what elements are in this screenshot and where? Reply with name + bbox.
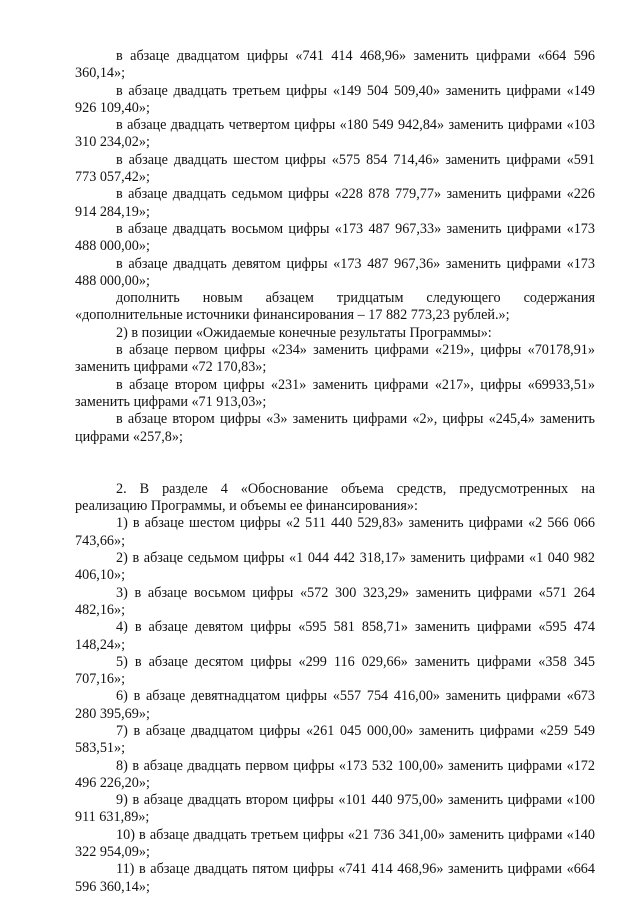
paragraph: 5) в абзаце десятом цифры «299 116 029,66» заменить цифрами «358 345 707,16»; <box>75 653 595 688</box>
paragraph: 2) в позиции «Ожидаемые конечные результаты Программы»: <box>116 324 492 341</box>
paragraph: 7) в абзаце двадцатом цифры «261 045 000,00» заменить цифрами «259 549 583,51»; <box>75 722 595 757</box>
paragraph: 2) в абзаце седьмом цифры «1 044 442 318,17» заменить цифрами «1 040 982 406,10»; <box>75 550 595 584</box>
paragraph: в абзаце двадцать четвертом цифры «180 549 942,84» заменить цифрами «103 310 234,02»; <box>75 117 595 151</box>
paragraph: 4) в абзаце девятом цифры «595 581 858,71» заменить цифрами «595 474 148,24»; <box>75 619 595 653</box>
paragraph: в абзаце двадцать третьем цифры «149 504 509,40» заменить цифрами «149 926 109,40»; <box>75 82 595 116</box>
section-heading: 2. В разделе 4 «Обоснование объема средств, предусмотренных на реализацию Программы, и объемы ее финансирования»: <box>75 480 595 515</box>
document-page <box>75 48 595 896</box>
section-gap <box>75 446 595 481</box>
paragraph: 6) в абзаце девятнадцатом цифры «557 754 416,00» заменить цифрами «673 280 395,69»; <box>75 688 595 722</box>
paragraph: в абзаце первом цифры «234» заменить цифрами «219», цифры «70178,91» заменить цифрами «72 170,83»; <box>75 342 595 376</box>
paragraph: в абзаце двадцать седьмом цифры «228 878 779,77» заменить цифрами «226 914 284,19»; <box>75 186 595 220</box>
paragraph: 10) в абзаце двадцать третьем цифры «21 736 341,00» заменить цифрами «140 322 954,09»; <box>75 826 595 861</box>
amendments-list-1 <box>75 48 595 446</box>
paragraph: 9) в абзаце двадцать втором цифры «101 440 975,00» заменить цифрами «100 911 631,89»; <box>75 792 595 826</box>
paragraph: 1) в абзаце шестом цифры «2 511 440 529,83» заменить цифрами «2 566 066 743,66»; <box>75 515 595 549</box>
paragraph: 3) в абзаце восьмом цифры «572 300 323,29» заменить цифрами «571 264 482,16»; <box>75 584 595 618</box>
paragraph: 11) в абзаце двадцать пятом цифры «741 414 468,96» заменить цифрами «664 596 360,14»; <box>75 861 595 895</box>
paragraph: в абзаце втором цифры «3» заменить цифрами «2», цифры «245,4» заменить цифрами «257,8»; <box>75 411 595 445</box>
paragraph: в абзаце двадцать девятом цифры «173 487 967,36» заменить цифрами «173 488 000,00»; <box>75 255 595 289</box>
paragraph: дополнить новым абзацем тридцатым следующего содержания «дополнительные источники финансирования – 17 882 773,23 рублей.»; <box>75 290 595 324</box>
paragraph: 8) в абзаце двадцать первом цифры «173 532 100,00» заменить цифрами «172 496 226,20»; <box>75 757 595 791</box>
paragraph: в абзаце втором цифры «231» заменить цифрами «217», цифры «69933,51» заменить цифрами «71 913,03»; <box>75 376 595 410</box>
paragraph: в абзаце двадцать восьмом цифры «173 487 967,33» заменить цифрами «173 488 000,00»; <box>75 220 595 255</box>
paragraph: в абзаце двадцатом цифры «741 414 468,96» заменить цифрами «664 596 360,14»; <box>75 48 595 82</box>
amendments-list-2 <box>75 481 595 896</box>
paragraph: в абзаце двадцать шестом цифры «575 854 714,46» заменить цифрами «591 773 057,42»; <box>75 151 595 186</box>
